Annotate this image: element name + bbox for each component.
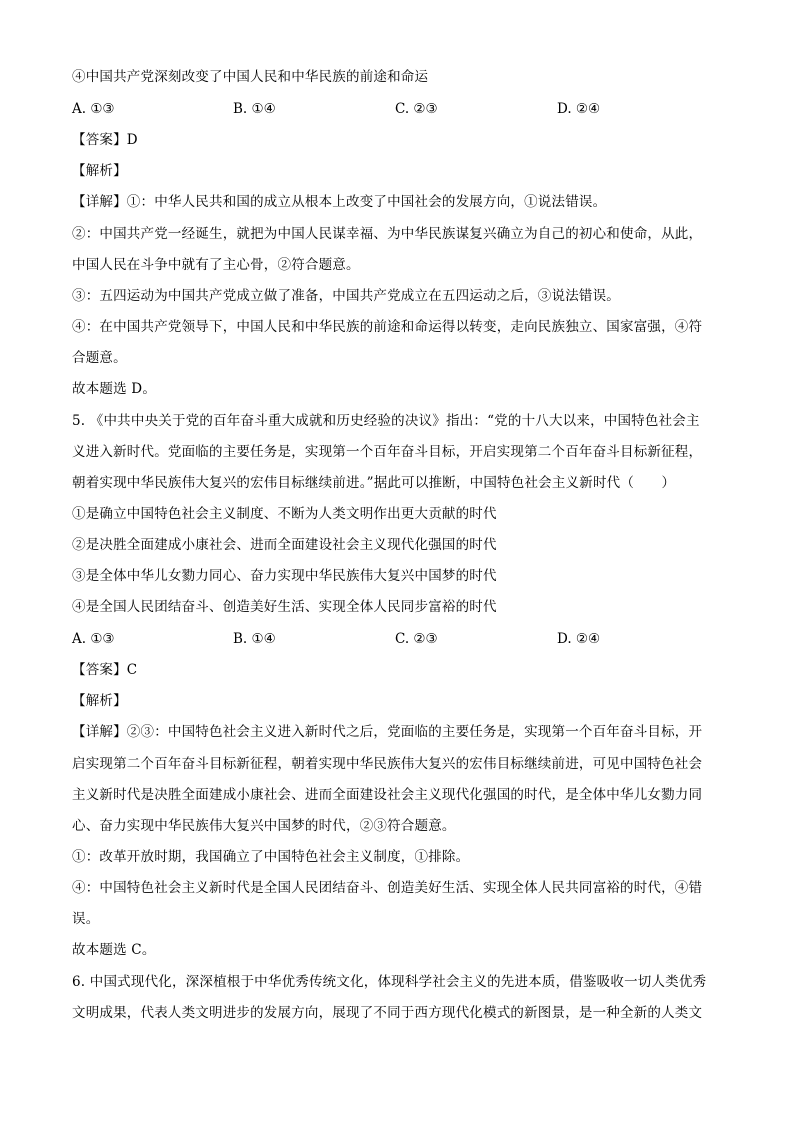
q5-item: ④是全国人民团结奋斗、创造美好生活、实现全体人民同步富裕的时代	[72, 599, 497, 615]
q6-stem-line: 6. 中国式现代化，深深植根于中华优秀传统文化，体现科学社会主义的先进本质，借鉴吸收一切人类优秀	[72, 974, 707, 990]
q5-conclusion: 故本题选 C。	[72, 942, 156, 958]
q5-detail-line: 主义新时代是决胜全面建成小康社会、进而全面建设社会主义现代化强国的时代，是全体中华儿女勠力同	[72, 787, 703, 803]
q4-option-b: B. ①④	[233, 101, 276, 117]
q4-detail-line: 合题意。	[72, 350, 127, 366]
q5-stem-line: 5. 《中共中央关于党的百年奋斗重大成就和历史经验的决议》指出：“党的十八大以来，中国特色社会主	[72, 413, 700, 429]
q5-option-a: A. ①③	[72, 631, 115, 647]
q5-stem-line: 义进入新时代。党面临的主要任务是，实现第一个百年奋斗目标，开启实现第二个百年奋斗目标新征程，	[72, 444, 703, 460]
q4-item-4: ④中国共产党深刻改变了中国人民和中华民族的前途和命运	[72, 69, 429, 85]
q5-answer: 【答案】C	[72, 662, 138, 678]
q4-option-a: A. ①③	[72, 101, 115, 117]
q4-analysis-heading: 【解析】	[72, 163, 127, 179]
q5-detail-line: ④：中国特色社会主义新时代是全国人民团结奋斗、创造美好生活、实现全体人民共同富裕的时代，④错	[72, 880, 703, 896]
q5-detail-line: 误。	[72, 911, 100, 927]
q5-analysis-heading: 【解析】	[72, 693, 127, 709]
q5-option-b: B. ①④	[233, 631, 276, 647]
q4-option-c: C. ②③	[395, 101, 438, 117]
q5-item: ①是确立中国特色社会主义制度、不断为人类文明作出更大贡献的时代	[72, 506, 497, 522]
q4-detail-line: ②：中国共产党一经诞生，就把为中国人民谋幸福、为中华民族谋复兴确立为自己的初心和使命，从此，	[72, 226, 703, 242]
q4-detail-line: ③：五四运动为中国共产党成立做了准备，中国共产党成立在五四运动之后，③说法错误。	[72, 288, 620, 304]
q5-stem-line: 朝着实现中华民族伟大复兴的宏伟目标继续前进。”据此可以推断，中国特色社会主义新时代（ ）	[72, 475, 676, 491]
q4-conclusion: 故本题选 D。	[72, 381, 157, 397]
q5-detail-line: ①：改革开放时期，我国确立了中国特色社会主义制度，①排除。	[72, 849, 470, 865]
q5-detail-line: 启实现第二个百年奋斗目标新征程，朝着实现中华民族伟大复兴的宏伟目标继续前进，可见中国特色社会	[72, 756, 703, 772]
q5-option-c: C. ②③	[395, 631, 438, 647]
q4-option-d: D. ②④	[557, 101, 601, 117]
q4-detail-line: ④：在中国共产党领导下，中国人民和中华民族的前途和命运得以转变，走向民族独立、国家富强，④符	[72, 319, 703, 335]
q5-detail-line: 心、奋力实现中华民族伟大复兴中国梦的时代，②③符合题意。	[72, 818, 456, 834]
q6-stem-line: 文明成果，代表人类文明进步的发展方向，展现了不同于西方现代化模式的新图景，是一种全新的人类文	[72, 1005, 703, 1021]
q4-detail-line: 【详解】①：中华人民共和国的成立从根本上改变了中国社会的发展方向，①说法错误。	[72, 194, 607, 210]
q5-option-d: D. ②④	[557, 631, 601, 647]
q5-item: ③是全体中华儿女勠力同心、奋力实现中华民族伟大复兴中国梦的时代	[72, 568, 497, 584]
q5-item: ②是决胜全面建成小康社会、进而全面建设社会主义现代化强国的时代	[72, 537, 497, 553]
q4-answer: 【答案】D	[72, 132, 138, 148]
q5-detail-line: 【详解】②③：中国特色社会主义进入新时代之后，党面临的主要任务是，实现第一个百年奋斗目标，开	[72, 724, 703, 740]
q4-detail-line: 中国人民在斗争中就有了主心骨，②符合题意。	[72, 257, 360, 273]
